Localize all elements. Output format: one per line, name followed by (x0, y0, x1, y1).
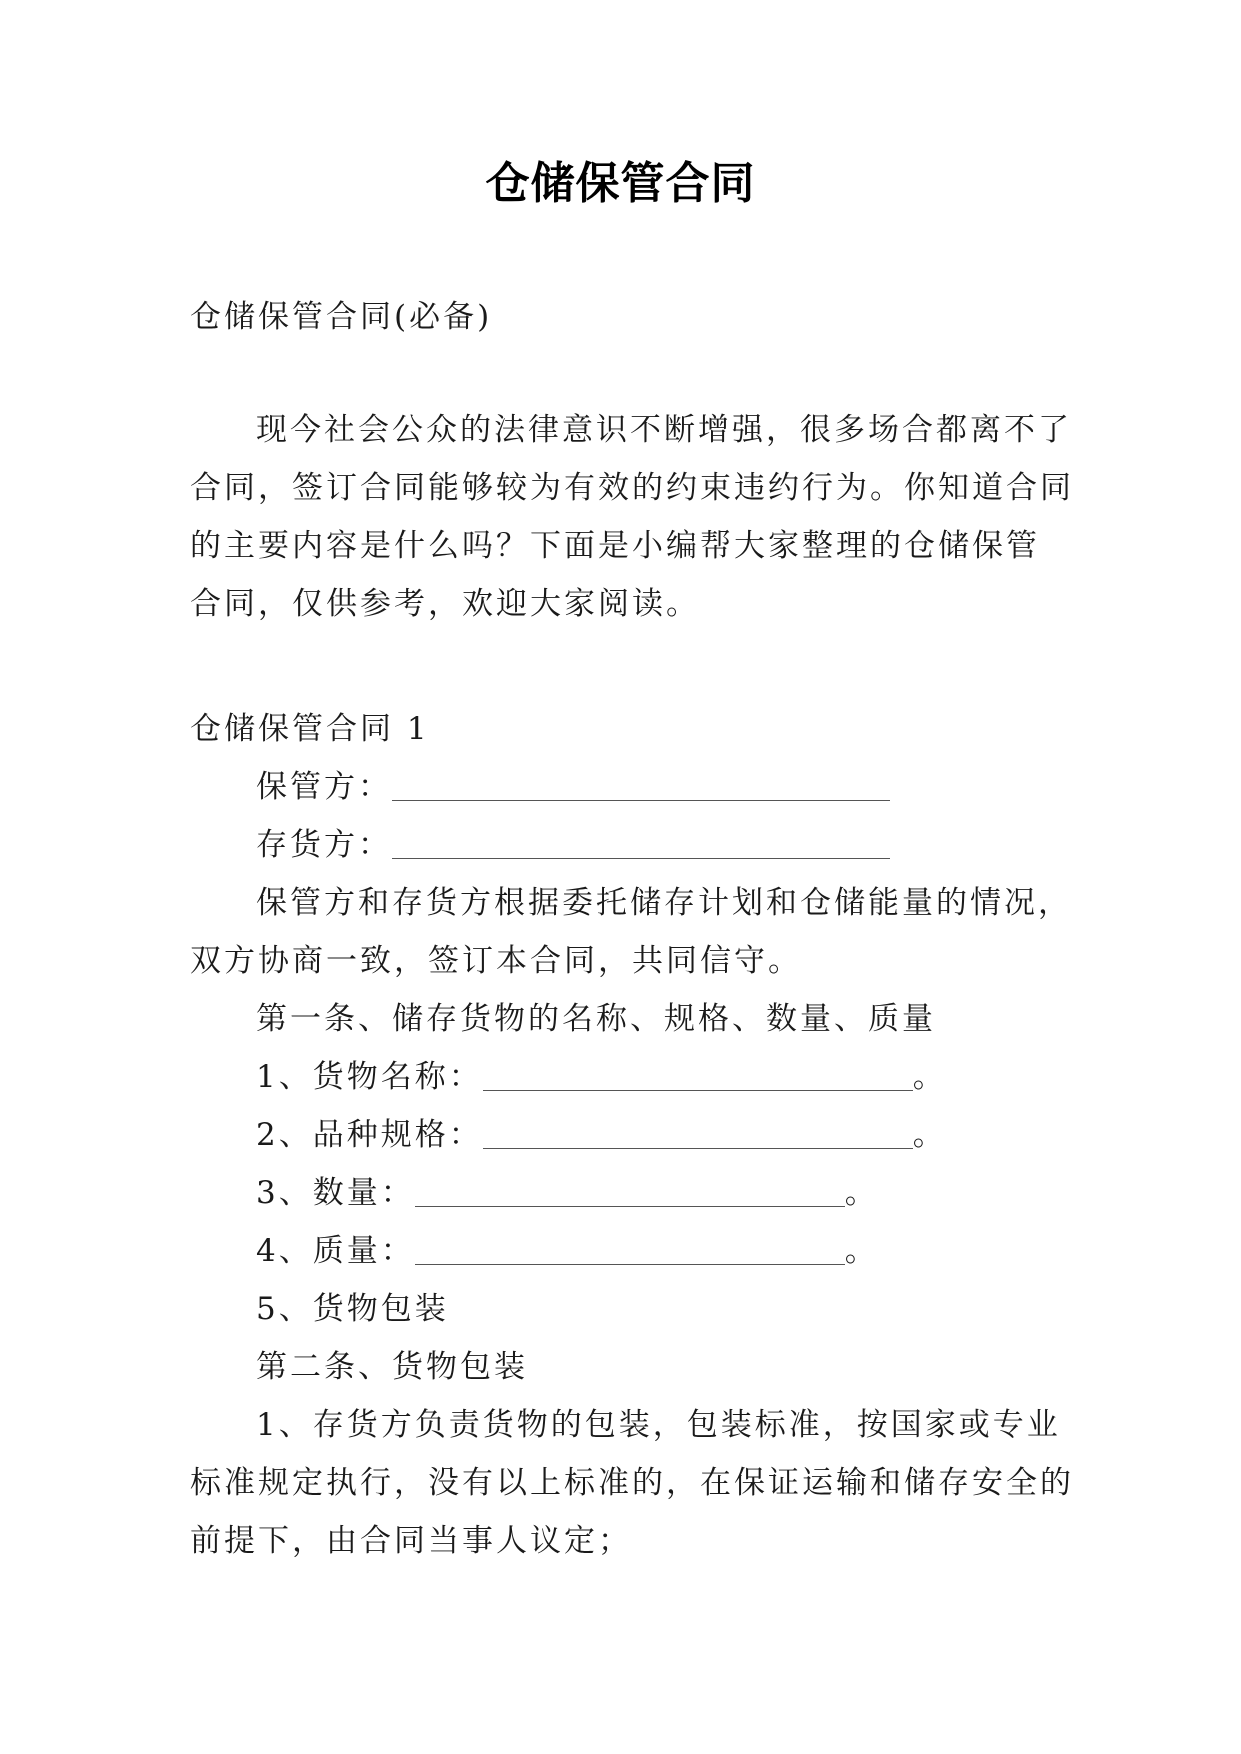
article2-line-2: 标准规定执行，没有以上标准的，在保证运输和储存安全的 (190, 1465, 1074, 1501)
item-quantity-period: 。 (844, 1175, 879, 1211)
custodian-line (256, 767, 890, 807)
preamble-line-2: 双方协商一致，签订本合同，共同信守。 (190, 943, 802, 979)
intro-line-2: 合同，签订合同能够较为有效的约束违约行为。你知道合同 (190, 470, 1074, 506)
depositor-line (256, 825, 890, 865)
item-spec-period: 。 (912, 1117, 947, 1153)
depositor-blank (392, 832, 890, 859)
article2-line-3: 前提下，由合同当事人议定； (190, 1523, 632, 1559)
item-quality-blank (415, 1238, 845, 1265)
item-quantity-label: 3、数量： (256, 1175, 415, 1211)
item-quality (256, 1231, 879, 1271)
preamble-line-1: 保管方和存货方根据委托储存计划和仓储能量的情况， (256, 885, 1072, 921)
section-heading: 仓储保管合同 1 (190, 711, 430, 747)
intro-line-4: 合同，仅供参考，欢迎大家阅读。 (190, 586, 700, 622)
depositor-label: 存货方： (256, 827, 392, 863)
document-subtitle: 仓储保管合同(必备) (190, 299, 493, 335)
article2-heading: 第二条、货物包装 (256, 1349, 528, 1385)
item-goods-name (256, 1057, 947, 1097)
article1-heading: 第一条、储存货物的名称、规格、数量、质量 (256, 1001, 936, 1037)
document-title: 仓储保管合同 (485, 158, 756, 209)
item-goods-name-period: 。 (912, 1059, 947, 1095)
item-quality-label: 4、质量： (256, 1233, 415, 1269)
item-spec (256, 1115, 947, 1155)
item-goods-name-label: 1、货物名称： (256, 1059, 483, 1095)
item-quantity-blank (415, 1180, 845, 1207)
item-spec-blank (483, 1122, 913, 1149)
item-quality-period: 。 (844, 1233, 879, 1269)
item-packaging: 5、货物包装 (256, 1291, 449, 1327)
item-quantity (256, 1173, 879, 1213)
intro-line-3: 的主要内容是什么吗？下面是小编帮大家整理的仓储保管 (190, 528, 1040, 564)
custodian-label: 保管方： (256, 769, 392, 805)
item-goods-name-blank (483, 1064, 913, 1091)
item-spec-label: 2、品种规格： (256, 1117, 483, 1153)
intro-line-1: 现今社会公众的法律意识不断增强，很多场合都离不了 (256, 412, 1072, 448)
article2-line-1: 1、存货方负责货物的包装，包装标准，按国家或专业 (256, 1407, 1061, 1443)
custodian-blank (392, 774, 890, 801)
